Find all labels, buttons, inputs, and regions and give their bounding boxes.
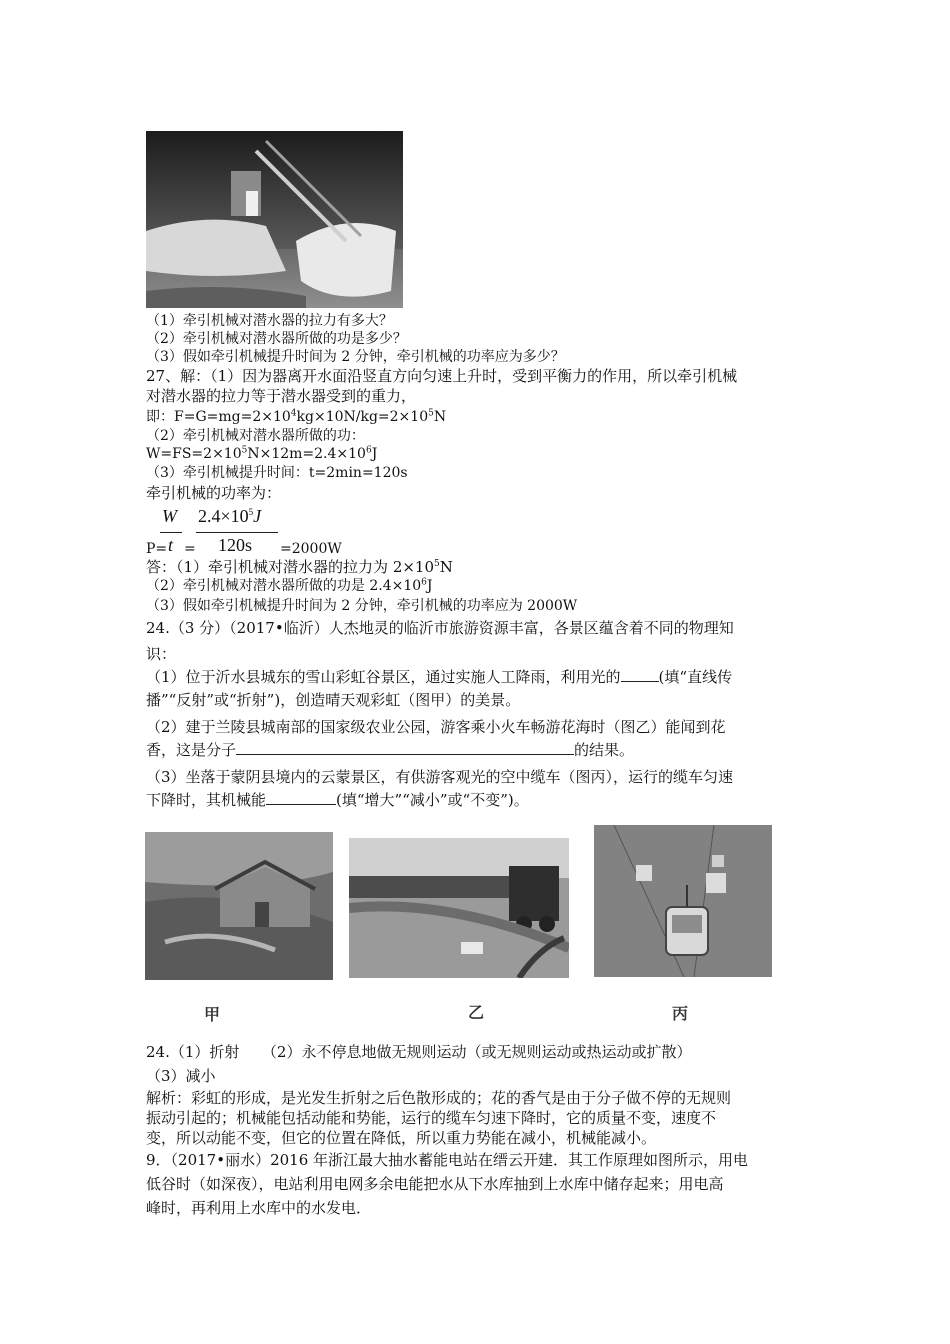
work-eq-suffix: J xyxy=(371,446,378,462)
q24-intro-1: 24.（3 分）（2017•临沂）人杰地灵的临沂市旅游资源丰富，各景区蕴含着不同的物理知 xyxy=(146,619,734,637)
q24-p3-text-b: 下降时，其机械能 xyxy=(146,791,267,809)
formula-num-w: W xyxy=(162,506,177,526)
formula-num-exp: 5 xyxy=(248,507,254,517)
work-eq-prefix: W=FS=2×10 xyxy=(146,446,242,462)
q24-part1-line2: 播”“反射”或“折射”)，创造晴天观彩虹（图甲）的美景。 xyxy=(146,691,521,709)
answer1-suffix: N xyxy=(439,558,453,576)
q24-answer-line-1: 24.（1）折射 （2）永不停息地做无规则运动（或无规则运动或热运动或扩散） xyxy=(146,1043,692,1061)
q27-power-heading: 牵引机械的功率为： xyxy=(146,484,282,502)
q24-analysis-line-2: 振动引起的；机械能包括动能和势能，运行的缆车匀速下降时，它的质量不变，速度不 xyxy=(146,1109,717,1127)
q26-question-3: （3）假如牵引机械提升时间为 2 分钟，牵引机械的功率应为多少？ xyxy=(146,349,565,365)
q24-p3-text-c: (填“增大”“减小”或“不变”)。 xyxy=(336,791,529,809)
q27-force-equation xyxy=(146,408,446,426)
work-eq-exp1: 5 xyxy=(241,445,248,456)
q27-time-line: （3）牵引机械提升时间：t=2min=120s xyxy=(146,465,408,481)
q27-answer-3: （3）假如牵引机械提升时间为 2 分钟，牵引机械的功率应为 2000W xyxy=(146,598,578,614)
force-eq-exp2: 5 xyxy=(428,408,434,419)
q24-blank-1[interactable] xyxy=(621,681,659,682)
q24-answer-line-2: （3）减小 xyxy=(146,1067,216,1085)
formula-num-base: 2.4×10 xyxy=(198,506,249,526)
work-eq-exp2: 6 xyxy=(365,445,372,456)
q27-answer-1 xyxy=(146,557,453,577)
q24-p1-text-b: (填“直线传 xyxy=(658,668,733,686)
q24-intro-2: 识： xyxy=(146,645,177,663)
work-eq-mid: N×12m=2.4×10 xyxy=(247,446,366,462)
q27-work-equation xyxy=(146,445,377,463)
photo-rainbow-valley xyxy=(145,832,333,980)
q24-p2-text-b: 香，这是分子 xyxy=(146,741,237,759)
q24-part2-line2 xyxy=(146,740,634,760)
q9-line-2: 低谷时（如深夜），电站利用电网多余电能把水从下水库抽到上水库中储存起来；用电高 xyxy=(146,1175,724,1193)
q24-analysis-line-3: 变，所以动能不变，但它的位置在降低，所以重力势能在减小，机械能减小。 xyxy=(146,1129,657,1147)
q24-p2-text-c: 的结果。 xyxy=(574,741,635,759)
q27-solution-line-2: 对潜水器的拉力等于潜水器受到的重力， xyxy=(146,387,417,405)
formula-p-label: P= xyxy=(146,541,168,557)
formula-num-right xyxy=(198,506,261,527)
q24-part2-line1: （2）建于兰陵县城南部的国家级农业公园，游客乘小火车畅游花海时（图乙）能闻到花 xyxy=(146,718,726,736)
answer2-suffix: J xyxy=(426,578,433,594)
q24-analysis-line-1: 解析：彩虹的形成，是光发生折射之后色散形成的；花的香气是由于分子做不停的无规则 xyxy=(146,1089,732,1107)
caption-yi: 乙 xyxy=(468,1003,485,1022)
q24-part1-line1 xyxy=(146,667,732,687)
caption-jia: 甲 xyxy=(204,1005,221,1024)
photo-small-train xyxy=(349,838,569,978)
q26-question-2: （2）牵引机械对潜水器所做的功是多少？ xyxy=(146,331,407,347)
formula-den-right: 120s xyxy=(218,535,253,555)
formula-result: =2000W xyxy=(280,541,342,557)
formula-frac-bar-left xyxy=(160,532,182,533)
q24-part3-line2 xyxy=(146,790,529,810)
photo-rainbow-valley-drawing xyxy=(145,832,333,980)
q24-part3-line1: （3）坐落于蒙阴县境内的云蒙景区，有供游客观光的空中缆车（图丙），运行的缆车匀速 xyxy=(146,768,734,786)
force-eq-prefix: 即：F=G=mg=2×10 xyxy=(146,409,291,425)
q27-answer-2 xyxy=(146,577,433,595)
q24-blank-2[interactable] xyxy=(236,754,574,755)
q27-work-heading: （2）牵引机械对潜水器所做的功： xyxy=(146,428,365,444)
formula-num-unit: J xyxy=(253,506,262,526)
force-eq-exp1: 4 xyxy=(290,408,297,419)
force-eq-mid: kg×10N/kg=2×10 xyxy=(296,409,429,425)
formula-den-t: t xyxy=(168,535,174,555)
formula-equals: = xyxy=(184,541,196,557)
q26-question-1: （1）牵引机械对潜水器的拉力有多大？ xyxy=(146,313,393,329)
submersible-lift-drawing xyxy=(146,131,403,308)
answer2-prefix: （2）牵引机械对潜水器所做的功是 2.4×10 xyxy=(146,578,422,594)
answer1-prefix: 答：（1）牵引机械对潜水器的拉力为 2×10 xyxy=(146,558,435,576)
caption-bing: 丙 xyxy=(672,1004,689,1023)
q27-solution-line-1: 27、解：（1）因为器离开水面沿竖直方向匀速上升时，受到平衡力的作用，所以牵引机械 xyxy=(146,367,738,385)
q9-line-1: 9．（2017•丽水）2016 年浙江最大抽水蓄能电站在缙云开建．其工作原理如图所示，用电 xyxy=(146,1151,749,1169)
q24-p1-text-a: （1）位于沂水县城东的雪山彩虹谷景区，通过实施人工降雨，利用光的 xyxy=(146,668,621,686)
answer1-exp: 5 xyxy=(434,559,440,569)
formula-frac-bar-right xyxy=(196,532,278,533)
photo-small-train-drawing xyxy=(349,838,569,978)
q24-blank-3[interactable] xyxy=(266,804,336,805)
photo-cable-car-drawing xyxy=(594,825,772,977)
q9-line-3: 峰时，再利用上水库中的水发电． xyxy=(146,1199,372,1217)
answer2-exp: 6 xyxy=(421,577,427,588)
photo-cable-car xyxy=(594,825,772,977)
force-eq-suffix: N xyxy=(433,409,447,425)
submersible-lift-photo xyxy=(146,131,403,308)
